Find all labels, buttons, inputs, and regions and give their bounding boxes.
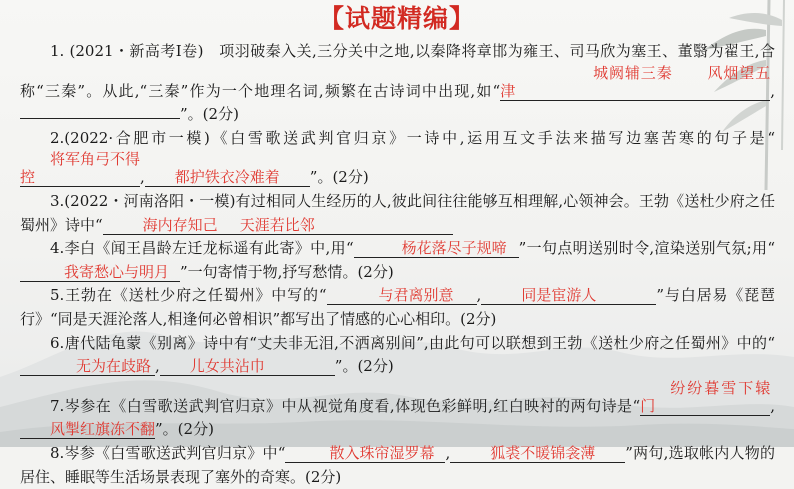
answer-text: 天涯若比邻 bbox=[239, 215, 315, 234]
question-text: ”。(2分) bbox=[309, 168, 369, 187]
question-text: 4.李白《闻王昌龄左迁龙标遥有此寄》中,用“ bbox=[50, 239, 354, 258]
question-text: ”与白居易《琵琶行》“同是天涯沦落人,相逢何必曾相识”都写出了情感的心心相印。(2分) bbox=[20, 286, 775, 328]
answer-text: 同是宦游人 bbox=[521, 286, 597, 305]
question-6 bbox=[20, 332, 775, 379]
answer-blank bbox=[160, 357, 335, 376]
answer-text: 散入珠帘湿罗幕 bbox=[329, 443, 435, 462]
question-text: , bbox=[445, 443, 451, 462]
answer-text: 城阙辅三秦 bbox=[592, 63, 673, 82]
answer-blank bbox=[20, 118, 180, 119]
page-title: 【试题精编】 bbox=[318, 4, 475, 33]
answer-blank bbox=[20, 420, 155, 439]
question-2 bbox=[20, 127, 775, 190]
answer-blank bbox=[327, 286, 477, 305]
question-text: ”一句点明送别时令,渲染送别气氛;用“ bbox=[518, 239, 775, 258]
question-text: 2.(2022·合肥市一模)《白雪歌送武判官归京》一诗中,运用互文手法来描写边塞苦寒的句子是“ bbox=[50, 128, 775, 147]
question-text: ”两句,选取帐内人物的居住、睡眠等生活场景表现了塞外的奇寒。(2分) bbox=[20, 443, 776, 486]
question-text: , bbox=[770, 396, 775, 415]
question-text: , bbox=[476, 286, 482, 305]
answer-blank bbox=[103, 216, 453, 235]
question-text: ”。(2分) bbox=[155, 420, 214, 439]
question-text: 1. (2021・新高考Ⅰ卷) 项羽破秦入关,三分关中之地,以秦降将章邯为雍王、司马欣为塞王、董翳为翟王,合称“三秦”。从此,“三秦”作为一个地理名词,频繁在古诗词中出现,如“ bbox=[20, 42, 775, 100]
question-8 bbox=[20, 442, 775, 489]
question-text: 8.岑参《白雪歌送武判官归京》中“ bbox=[50, 443, 286, 462]
question-7 bbox=[20, 379, 775, 442]
answer-text: 纷纷暮雪下辕门 bbox=[640, 378, 771, 415]
answer-blank bbox=[354, 239, 519, 258]
answer-text: 儿女共沾巾 bbox=[189, 357, 265, 376]
question-text: , bbox=[140, 168, 145, 187]
question-text: ”。(2分) bbox=[180, 105, 239, 124]
question-5 bbox=[20, 284, 775, 331]
question-text: 3.(2022・河南洛阳・一模)有过相同人生经历的人,彼此间往往能够互相理解,心领神会。王勃《送杜少府之任蜀州》诗中“ bbox=[20, 191, 775, 234]
question-text: , bbox=[770, 81, 775, 100]
question-text: 7.岑参在《白雪歌送武判官归京》中从视觉角度看,体现色彩鲜明,红白映衬的两句诗是“ bbox=[50, 396, 641, 415]
answer-text: 风烟望五津 bbox=[500, 63, 771, 100]
answer-blank bbox=[145, 168, 310, 187]
answer-blank bbox=[20, 150, 140, 187]
answer-blank bbox=[640, 379, 770, 416]
answer-text: 无为在歧路 bbox=[76, 357, 152, 376]
answer-text: 风掣红旗冻不翻 bbox=[50, 420, 156, 439]
question-3 bbox=[20, 190, 775, 237]
answer-text: 海内存知己 bbox=[142, 215, 218, 234]
answer-text: 都护铁衣冷难着 bbox=[174, 168, 280, 187]
answer-text: 我寄愁心与明月 bbox=[64, 262, 170, 281]
answer-text: 杨花落尽子规啼 bbox=[401, 239, 507, 258]
question-list bbox=[20, 40, 775, 489]
question-text: 5.王勃在《送杜少府之任蜀州》中写的“ bbox=[50, 286, 327, 305]
answer-blank bbox=[481, 286, 656, 305]
answer-text: 与君离别意 bbox=[378, 286, 454, 305]
answer-text: 狐裘不暖锦衾薄 bbox=[490, 443, 596, 462]
question-text: ”一句寄情于物,抒写愁情。(2分) bbox=[180, 262, 394, 281]
question-text: ”。(2分) bbox=[334, 357, 394, 376]
answer-blank bbox=[500, 64, 770, 101]
answer-blank bbox=[20, 357, 155, 376]
question-text: , bbox=[155, 357, 160, 376]
question-4 bbox=[20, 237, 775, 284]
answer-text: 将军角弓不得控 bbox=[20, 150, 141, 187]
answer-blank bbox=[20, 263, 180, 282]
question-1 bbox=[20, 40, 775, 127]
question-text: 6.唐代陆龟蒙《别离》诗中有“丈夫非无泪,不洒离别间”,由此句可以联想到王勃《送杜少府之任蜀州》中的“ bbox=[50, 333, 775, 352]
